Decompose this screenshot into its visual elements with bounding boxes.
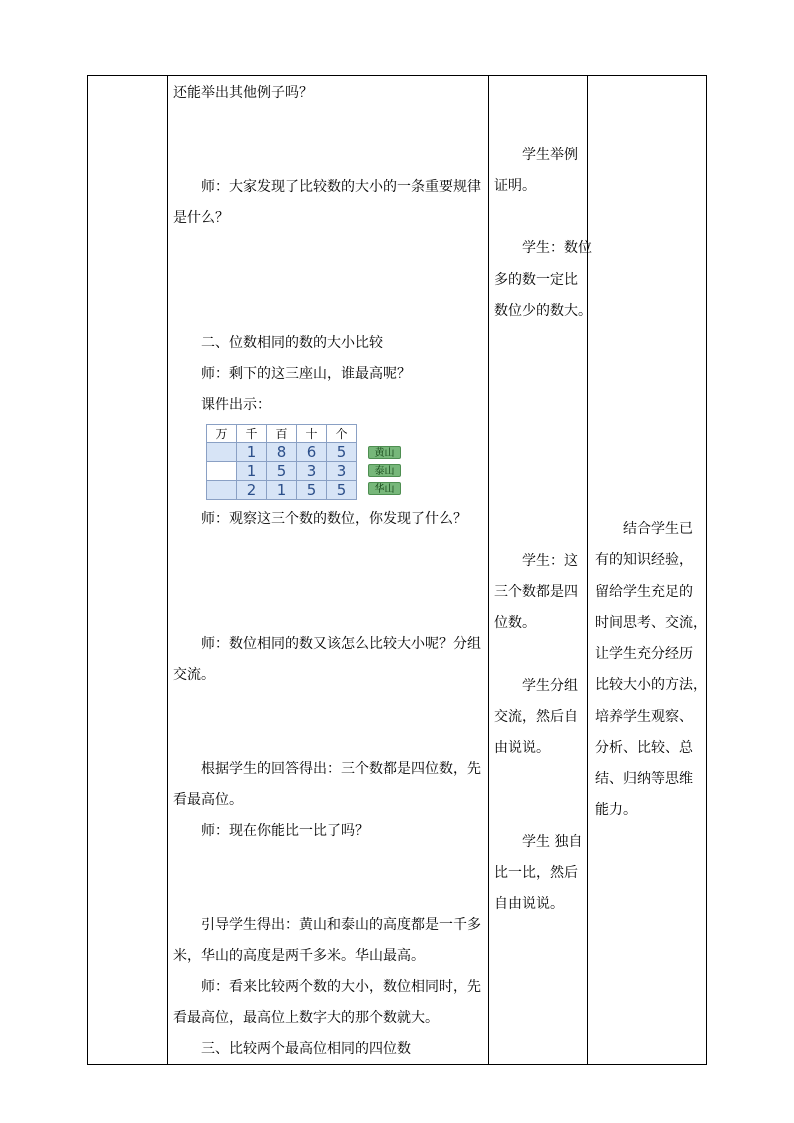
intent-text: 结合学生已 — [623, 521, 693, 537]
student-text: 比一比，然后 — [494, 865, 578, 881]
place-value-table — [206, 424, 357, 500]
section-heading: 三、比较两个最高位相同的四位数 — [201, 1041, 411, 1057]
place-value-row — [207, 443, 357, 462]
column-divider — [167, 76, 168, 1064]
student-text: 自由说说。 — [494, 896, 564, 912]
student-text: 学生举例 — [522, 147, 578, 163]
student-text: 数位少的数大。 — [494, 303, 592, 319]
digit-cell: 5 — [327, 443, 357, 462]
place-value-row — [207, 481, 357, 500]
digit-cell: 1 — [237, 462, 267, 481]
student-text: 学生分组 — [522, 678, 578, 694]
digit-cell: 2 — [237, 481, 267, 500]
student-text: 多的数一定比 — [494, 272, 578, 288]
digit-cell — [207, 481, 237, 500]
digit-cell: 8 — [267, 443, 297, 462]
student-text: 学生：数位 — [522, 240, 592, 256]
intent-text: 结、归纳等思维 — [595, 771, 693, 787]
digit-cell: 1 — [237, 443, 267, 462]
mountain-label-taishan: 泰山 — [368, 464, 401, 477]
intent-text: 能力。 — [595, 802, 637, 818]
intent-text: 让学生充分经历 — [595, 646, 693, 662]
teacher-text: 交流。 — [173, 667, 215, 683]
place-header: 个 — [327, 425, 357, 443]
digit-cell: 5 — [297, 481, 327, 500]
intent-text: 分析、比较、总 — [595, 740, 693, 756]
mountain-label-huashan: 华山 — [368, 482, 401, 495]
teacher-text: 师：观察这三个数的数位，你发现了什么？ — [201, 511, 467, 527]
place-header: 百 — [267, 425, 297, 443]
student-text: 三个数都是四 — [494, 584, 578, 600]
teacher-text: 米，华山的高度是两千多米。华山最高。 — [173, 948, 425, 964]
teacher-text: 师：现在你能比一比了吗？ — [201, 823, 369, 839]
digit-cell: 1 — [267, 481, 297, 500]
place-value-header-row — [207, 425, 357, 443]
intent-text: 留给学生充足的 — [595, 584, 693, 600]
teacher-text: 师：数位相同的数又该怎么比较大小呢？分组 — [201, 636, 481, 652]
intent-text: 比较大小的方法， — [595, 677, 707, 693]
column-divider — [587, 76, 588, 1064]
digit-cell: 6 — [297, 443, 327, 462]
student-text: 学生：这 — [522, 553, 578, 569]
teacher-text: 师：大家发现了比较数的大小的一条重要规律 — [201, 179, 481, 195]
digit-cell: 3 — [327, 462, 357, 481]
teacher-text: 看最高位。 — [173, 792, 243, 808]
teacher-text: 是什么？ — [173, 210, 229, 226]
digit-cell — [207, 462, 237, 481]
intent-text: 培养学生观察、 — [595, 709, 693, 725]
student-text: 证明。 — [494, 178, 536, 194]
intent-text: 有的知识经验， — [595, 552, 693, 568]
digit-cell: 5 — [267, 462, 297, 481]
teacher-text: 师：看来比较两个数的大小，数位相同时，先 — [201, 979, 481, 995]
intent-text: 时间思考、交流， — [595, 615, 707, 631]
student-text: 位数。 — [494, 615, 536, 631]
section-heading: 二、位数相同的数的大小比较 — [201, 335, 383, 351]
place-value-row — [207, 462, 357, 481]
digit-cell: 5 — [327, 481, 357, 500]
teacher-text: 还能举出其他例子吗？ — [173, 85, 313, 101]
student-text: 交流，然后自 — [494, 709, 578, 725]
mountain-label-huangshan: 黄山 — [368, 446, 401, 459]
teacher-text: 看最高位，最高位上数字大的那个数就大。 — [173, 1010, 439, 1026]
digit-cell — [207, 443, 237, 462]
digit-cell: 3 — [297, 462, 327, 481]
student-text: 学生 独自 — [522, 834, 583, 850]
column-divider — [488, 76, 489, 1064]
teacher-text: 引导学生得出：黄山和泰山的高度都是一千多 — [201, 917, 481, 933]
teacher-text: 师：剩下的这三座山，谁最高呢？ — [201, 366, 411, 382]
place-header: 十 — [297, 425, 327, 443]
teacher-text: 根据学生的回答得出：三个数都是四位数，先 — [201, 761, 481, 777]
place-header: 万 — [207, 425, 237, 443]
student-text: 由说说。 — [494, 740, 550, 756]
place-header: 千 — [237, 425, 267, 443]
teacher-text: 课件出示： — [201, 397, 271, 413]
